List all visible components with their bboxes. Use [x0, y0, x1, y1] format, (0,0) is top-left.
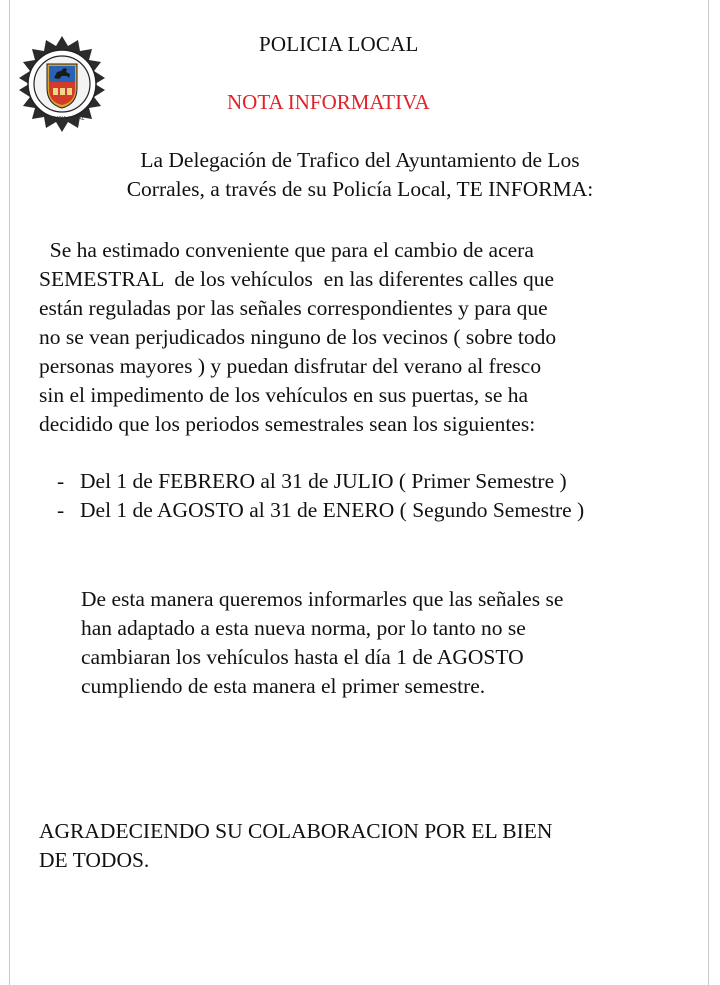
- semester-list: [57, 467, 697, 525]
- policia-local-badge-icon: [14, 36, 110, 132]
- conclusion-line: De esta manera queremos informarles que las señales se: [81, 587, 564, 611]
- list-item: [57, 496, 600, 525]
- body-line: están reguladas por las señales correspondientes y para que: [39, 296, 548, 320]
- conclusion-line: han adaptado a esta nueva norma, por lo tanto no se: [81, 616, 526, 640]
- intro-line: La Delegación de Trafico del Ayuntamiento de Los: [140, 148, 580, 172]
- conclusion-paragraph: [81, 585, 691, 701]
- body-line: decidido que los periodos semestrales sean los siguientes:: [39, 412, 536, 436]
- body-paragraph: [39, 236, 689, 439]
- page-title: POLICIA LOCAL: [259, 32, 419, 56]
- page-subtitle: NOTA INFORMATIVA: [227, 90, 430, 114]
- list-item-text: Del 1 de AGOSTO al 31 de ENERO ( Segundo Semestre ): [80, 498, 585, 522]
- svg-text:POLICIA LOCAL: POLICIA LOCAL: [47, 116, 85, 122]
- intro-paragraph: [50, 146, 670, 204]
- list-item: [57, 467, 697, 496]
- closing-line: DE TODOS.: [39, 848, 150, 872]
- conclusion-line: cumpliendo de esta manera el primer semestre.: [81, 674, 486, 698]
- intro-line: Corrales, a través de su Policía Local, TE INFORMA:: [126, 177, 594, 201]
- list-dash: -: [57, 498, 65, 522]
- body-line: sin el impedimento de los vehículos en sus puertas, se ha: [39, 383, 529, 407]
- list-item-text: Del 1 de FEBRERO al 31 de JULIO ( Primer Semestre ): [80, 469, 567, 493]
- body-line: personas mayores ) y puedan disfrutar del verano al fresco: [39, 354, 542, 378]
- body-line: Se ha estimado conveniente que para el cambio de acera: [39, 238, 534, 262]
- body-line: SEMESTRAL de los vehículos en las diferentes calles que: [39, 267, 555, 291]
- body-line: no se vean perjudicados ninguno de los vecinos ( sobre todo: [39, 325, 557, 349]
- conclusion-line: cambiaran los vehículos hasta el día 1 de AGOSTO: [81, 645, 524, 669]
- list-dash: -: [57, 469, 65, 493]
- closing-line: AGRADECIENDO SU COLABORACION POR EL BIEN: [39, 819, 553, 843]
- closing-paragraph: [39, 817, 689, 875]
